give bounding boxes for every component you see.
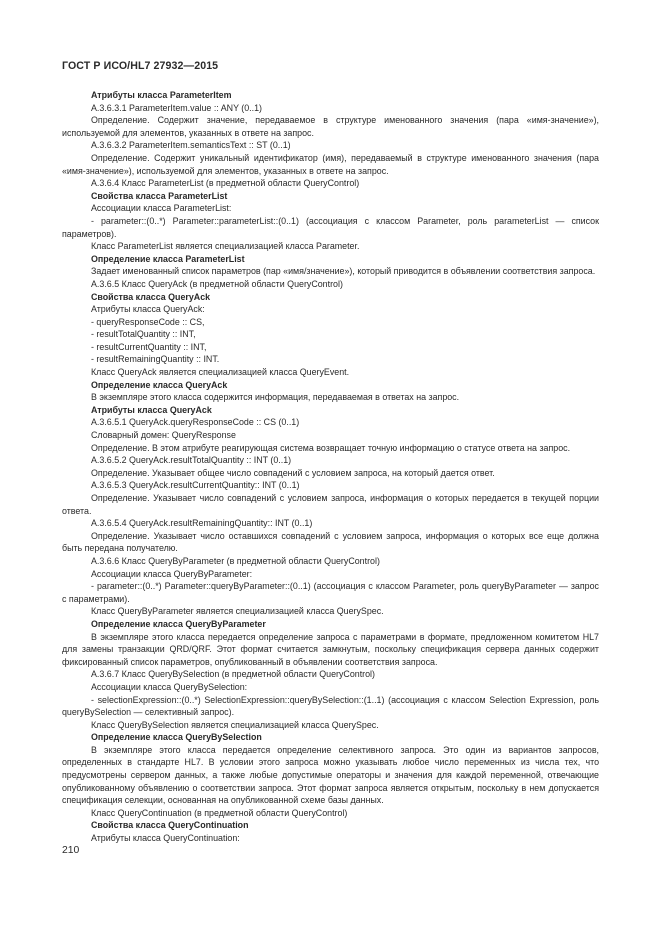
document-body xyxy=(62,89,599,845)
paragraph: Определение. Указывает число оставшихся совпадений с условием запроса, информация о которых все еще должна быть передана получателю. xyxy=(62,530,599,554)
paragraph: В экземпляре этого класса содержится информация, передаваемая в ответах на запрос. xyxy=(91,392,460,403)
section-heading: Свойства класса ParameterList xyxy=(91,190,228,201)
paragraph: А.3.6.5.3 QueryAck.resultCurrentQuantity:: INT (0..1) xyxy=(91,480,300,491)
paragraph: А.3.6.5 Класс QueryAck (в предметной области QueryControl) xyxy=(91,278,343,289)
section-heading: Свойства класса QueryContinuation xyxy=(91,820,249,831)
paragraph: Класс QueryByParameter является специализацией класса QuerySpec. xyxy=(91,606,384,617)
paragraph: А.3.6.7 Класс QueryBySelection (в предметной области QueryControl) xyxy=(91,669,375,680)
paragraph: Класс QueryBySelection является специализацией класса QuerySpec. xyxy=(91,719,379,730)
paragraph: Ассоциации класса ParameterList: xyxy=(91,203,232,214)
paragraph: Определение. Указывает число совпадений с условием запроса, информация о которых передается в текущей порции ответа. xyxy=(62,493,599,516)
paragraph: Словарный домен: QueryResponse xyxy=(91,430,236,441)
paragraph: Задает именованный список параметров (пар «имя/значение»), который приводится в объявлении соответствия запроса. xyxy=(91,266,596,277)
paragraph: Атрибуты класса QueryContinuation: xyxy=(91,833,240,844)
paragraph: Определение. Указывает общее число совпадений с условием запроса, на который дается ответ. xyxy=(91,467,495,478)
paragraph: Ассоциации класса QueryBySelection: xyxy=(91,681,248,692)
paragraph: - resultTotalQuantity :: INT, xyxy=(91,329,196,340)
paragraph: Определение. Содержит уникальный идентификатор (имя), передаваемый в структуре именованного значения (пара «имя-значение»), используемой для элементов, указанных в ответе на запрос. xyxy=(62,152,599,176)
paragraph: А.3.6.5.1 QueryAck.queryResponseCode :: CS (0..1) xyxy=(91,417,300,428)
paragraph: А.3.6.3.2 ParameterItem.semanticsText :: ST (0..1) xyxy=(91,140,291,151)
paragraph: - parameter::(0..*) Parameter::queryByParameter::(0..1) (ассоциация с классом Parameter, роль queryByParameter — запрос с параметрами). xyxy=(62,581,599,604)
section-heading: Атрибуты класса ParameterItem xyxy=(91,90,232,100)
paragraph: Атрибуты класса QueryAck: xyxy=(91,304,205,315)
page-number: 210 xyxy=(62,845,80,856)
paragraph: Класс ParameterList является специализацией класса Parameter. xyxy=(91,241,360,252)
paragraph: А.3.6.5.4 QueryAck.resultRemainingQuantity:: INT (0..1) xyxy=(91,518,313,529)
paragraph: Определение. Содержит значение, передаваемое в структуре именованного значения (пара «имя-значение»), используемой для элементов, указанных в ответе на запрос. xyxy=(62,115,599,138)
section-heading: Определение класса QueryByParameter xyxy=(91,618,266,629)
paragraph: - selectionExpression::(0..*) SelectionExpression::queryBySelection::(1..1) (ассоциация с классом Selection Expression, роль queryBySelection — селективный запрос). xyxy=(62,694,599,718)
section-heading: Определение класса ParameterList xyxy=(91,253,245,264)
paragraph: Определение. В этом атрибуте реагирующая система возвращает точную информацию о статусе ответа на запрос. xyxy=(91,442,571,453)
paragraph: А.3.6.5.2 QueryAck.resultTotalQuantity :: INT (0..1) xyxy=(91,455,292,466)
paragraph: А.3.6.3.1 ParameterItem.value :: ANY (0..1) xyxy=(91,102,263,113)
section-heading: Атрибуты класса QueryAck xyxy=(91,404,212,415)
paragraph: Ассоциации класса QueryByParameter: xyxy=(91,568,253,579)
document-header: ГОСТ Р ИСО/HL7 27932—2015 xyxy=(62,60,219,72)
paragraph: А.3.6.4 Класс ParameterList (в предметной области QueryControl) xyxy=(91,178,360,189)
paragraph: А.3.6.6 Класс QueryByParameter (в предметной области QueryControl) xyxy=(91,555,380,566)
paragraph: - queryResponseCode :: CS, xyxy=(91,316,205,327)
paragraph: В экземпляре этого класса передается определение запроса с параметрами в формате, предложенном комитетом HL7 для замены транзакции QRD/QRF. Этот формат считается замкнутым, поскольку спецификация сервера данных содержит фиксированный список параметров, опубликованный в объявлении соответствия запроса. xyxy=(62,631,599,667)
paragraph: - resultRemainingQuantity :: INT. xyxy=(91,354,220,365)
section-heading: Определение класса QueryAck xyxy=(91,379,228,390)
paragraph: Класс QueryAck является специализацией класса QueryEvent. xyxy=(91,367,350,378)
paragraph: - parameter::(0..*) Parameter::parameterList::(0..1) (ассоциация с классом Parameter, роль parameterList — список параметров). xyxy=(62,215,599,239)
section-heading: Свойства класса QueryAck xyxy=(91,291,211,302)
paragraph: В экземпляре этого класса передается определение селективного запроса. Это один из вариантов запросов, определенных в стандарте HL7. В условии этого запроса можно указывать любое число переменных из числа тех, что предусмотрены сервером данных, а также любые допустимые операторы и значения для каждой переменной, отвечающие опубликованному объявлению о соответствии запроса. Этот формат запроса является открытым, поскольку в нем допускается спецификация селекции, основанная на опубликованной схеме базы данных. xyxy=(62,744,599,806)
section-heading: Определение класса QueryBySelection xyxy=(91,732,262,743)
paragraph: Класс QueryContinuation (в предметной области QueryControl) xyxy=(91,807,348,818)
paragraph: - resultCurrentQuantity :: INT, xyxy=(91,341,207,352)
